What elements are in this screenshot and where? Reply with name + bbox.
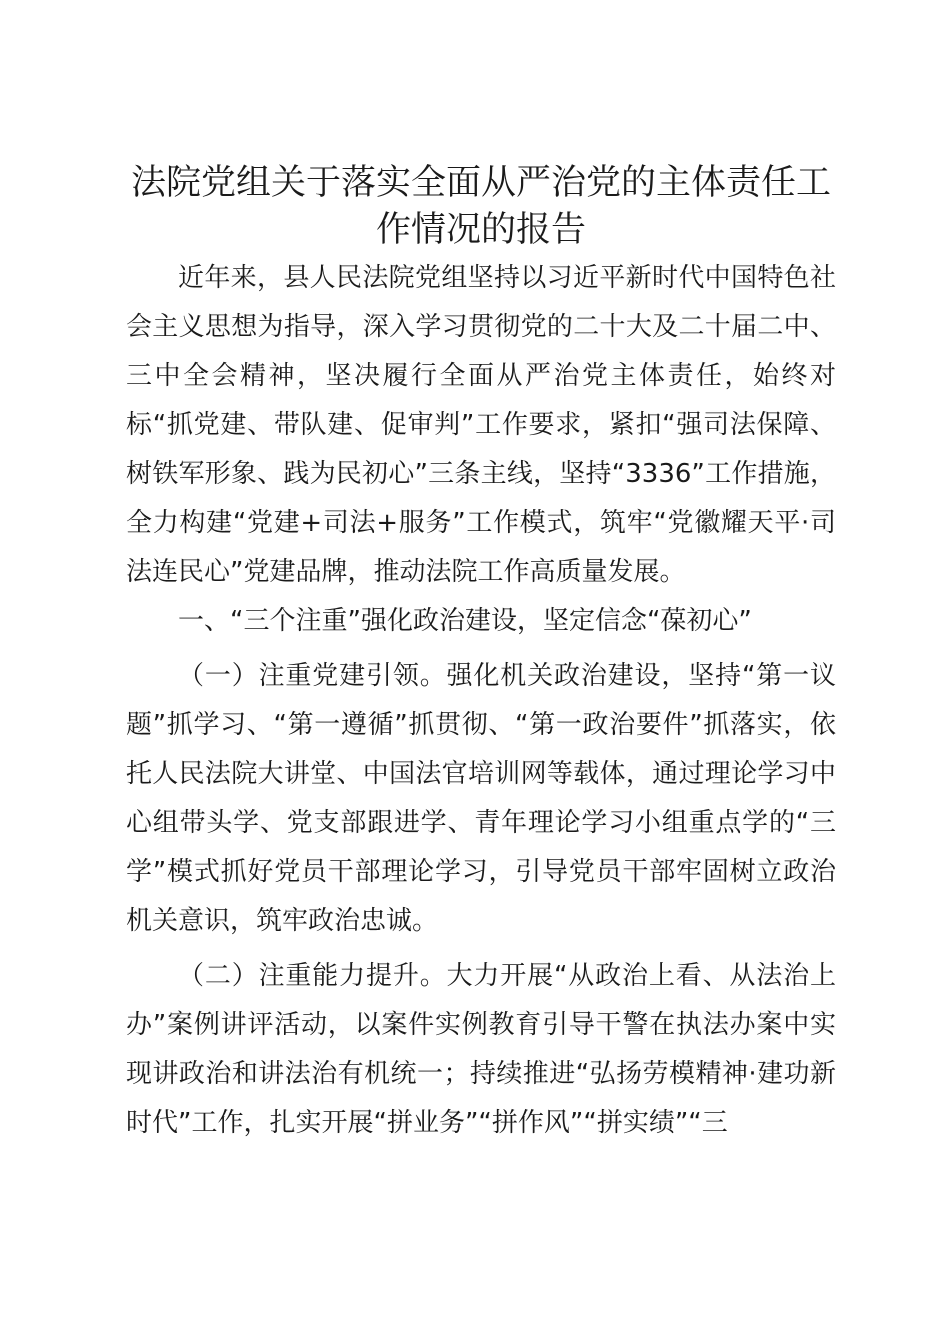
document-title: 法院党组关于落实全面从严治党的主体责任工作情况的报告 — [130, 163, 831, 250]
section-heading-1: 一、“三个注重”强化政治建设，坚定信念“葆初心” — [178, 606, 752, 636]
subsection-paragraph-1: （一）注重党建引领。强化机关政治建设，坚持“第一议题”抓学习、“第一遵循”抓贯彻、“第一政治要件”抓落实，依托人民法院大讲堂、中国法官培训网等载体，通过理论学习中心组带头学、党支部跟进学、青年理论学习小组重点学的“三学”模式抓好党员干部理论学习，引导党员干部牢固树立政治机关意识，筑牢政治忠诚。 — [126, 661, 836, 936]
intro-paragraph: 近年来，县人民法院党组坚持以习近平新时代中国特色社会主义思想为指导，深入学习贯彻党的二十大及二十届二中、三中全会精神，坚决履行全面从严治党主体责任，始终对标“抓党建、带队建、促审判”工作要求，紧扣“强司法保障、树铁军形象、践为民初心”三条主线，坚持“3336”工作措施，全力构建“党建+司法+服务”工作模式，筑牢“党徽耀天平·司法连民心”党建品牌，推动法院工作高质量发展。 — [126, 263, 836, 587]
document-page — [126, 160, 836, 1148]
subsection-paragraph-2: （二）注重能力提升。大力开展“从政治上看、从法治上办”案例讲评活动，以案件实例教育引导干警在执法办案中实现讲政治和讲法治有机统一；持续推进“弘扬劳模精神·建功新时代”工作，扎实开展“拼业务”“拼作风”“拼实绩”“三 — [126, 961, 836, 1138]
